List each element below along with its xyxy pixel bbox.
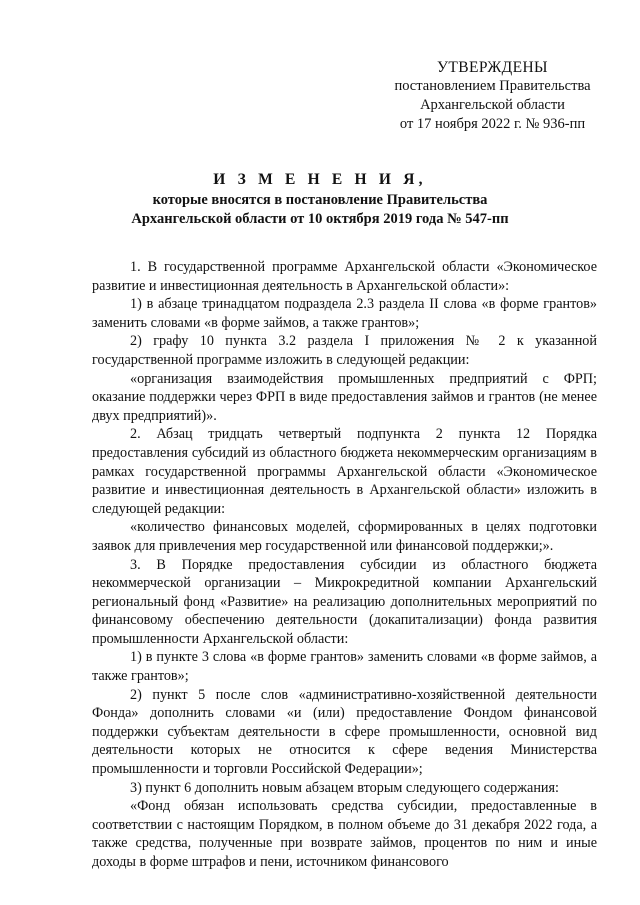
document-title xyxy=(70,170,570,229)
approval-heading: УТВЕРЖДЕНЫ xyxy=(437,59,548,76)
title-line-1: И З М Е Н Е Н И Я, xyxy=(213,171,427,188)
paragraph: 2) пункт 5 после слов «административно-хозяйственной деятельности Фонда» дополнить словами «и (или) предоставление Фондом финансовой поддержки субъектам деятельности в сфере промышленности, основной вид деятельности которых не относится к сфере ведения Министерства промышленности и торговли Российской Федерации»; xyxy=(92,686,597,778)
paragraph: 3. В Порядке предоставления субсидии из областного бюджета некоммерческой организации – Микрокредитной компании Архангельский региональный фонд «Развитие» на реализацию дополнительных мероприятий по финансовому обеспечению деятельности (докапитализации) фонда развития промышленности Архангельской области: xyxy=(92,556,597,647)
paragraph: 3) пункт 6 дополнить новым абзацем вторым следующего содержания: xyxy=(130,779,559,796)
paragraph: 2. Абзац тридцать четвертый подпункта 2 пункта 12 Порядка предоставления субсидий из областного бюджета некоммерческим организациям в рамках государственной программы Архангельской области «Экономическое развитие и инвестиционная деятельность в Архангельской области» изложить в следующей редакции: xyxy=(92,426,597,517)
paragraph: 1. В государственной программе Архангельской области «Экономическое развитие и инвестиционная деятельность в Архангельской области»: xyxy=(92,259,597,294)
paragraph: 1) в пункте 3 слова «в форме грантов» заменить словами «в форме займов, а также грантов»; xyxy=(92,649,597,685)
title-line-3: Архангельской области от 10 октября 2019 года № 547-пп xyxy=(131,211,509,227)
paragraph: 2) графу 10 пункта 3.2 раздела I приложения № 2 к указанной государственной программе изложить в следующей редакции: xyxy=(92,333,597,368)
approval-line-2: постановлением Правительства xyxy=(394,78,591,94)
paragraph: «количество финансовых моделей, сформированных в целях подготовки заявок для привлечения мер государственной или финансовой поддержки;». xyxy=(92,519,597,554)
approval-line-4: от 17 ноября 2022 г. № 936-пп xyxy=(399,116,586,132)
approval-stamp xyxy=(385,58,600,134)
paragraph: «организация взаимодействия промышленных предприятий с ФРП; оказание поддержки через ФРП в виде предоставления займов и грантов (не менее двух предприятий)». xyxy=(92,370,597,424)
paragraph: «Фонд обязан использовать средства субсидии, предоставленные в соответствии с настоящим Порядком, в полном объеме до 31 декабря 2022 года, а также средства, полученные при возврате займов, процентов по ним и иные доходы в форме штрафов и пени, источником финансового xyxy=(92,798,597,870)
approval-line-3: Архангельской области xyxy=(420,97,565,113)
document-body xyxy=(92,258,597,872)
title-line-2: которые вносятся в постановление Правительства xyxy=(152,192,488,208)
paragraph: 1) в абзаце тринадцатом подраздела 2.3 раздела II слова «в форме грантов» заменить словами «в форме займов, а также грантов»; xyxy=(92,296,597,331)
